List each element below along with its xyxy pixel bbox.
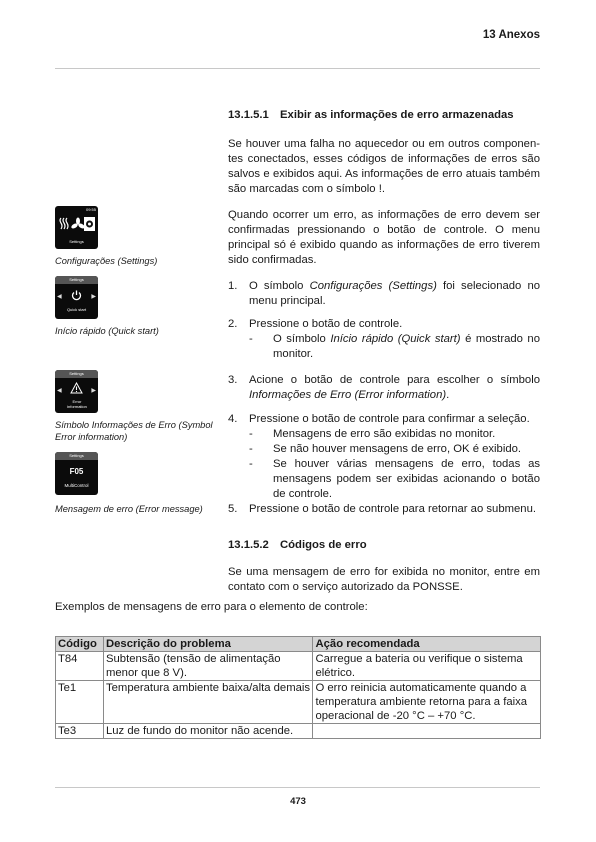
substep-text: Mensagens de erro são exibidas no monitor. [273, 428, 496, 440]
settings-screen-image [55, 206, 98, 249]
screen-header: Settings [55, 276, 98, 284]
step-text: Pressione o botão de controle. [249, 318, 403, 330]
error-message-screen-image [55, 452, 98, 495]
section-2-title: Códigos de erro [280, 539, 367, 551]
step-emphasis: Configurações (Settings) [309, 280, 437, 292]
substep-emphasis: Início rápido (Quick start) [330, 333, 461, 345]
figure-caption: Configurações (Settings) [55, 256, 158, 266]
step-item [228, 317, 540, 332]
error-code-display: F05 [69, 467, 84, 476]
substep-item: - Se não houver mensagens de erro, OK é exibido. [249, 443, 522, 455]
section-2-heading [228, 538, 540, 553]
table-row [56, 724, 541, 739]
step-number: 5. [228, 503, 238, 515]
examples-intro: Exemplos de mensagens de erro para o elemento de controle: [55, 601, 368, 613]
quick-start-screen-image [55, 276, 98, 319]
step-text: Acione o botão de controle para escolher o símbolo [249, 374, 540, 386]
header-divider [55, 68, 540, 69]
section-1-para-2: Quando ocorrer um erro, as informações de erro devem ser confirmadas pressionando o botão de controle. O menu principal só é exibido quando as informações de erro tiverem sido confirmadas. [228, 209, 540, 266]
chapter-title: 13 Anexos [482, 29, 540, 41]
substep-item: - Se houver várias mensagens de erro, todas as mensagens podem ser exibidas acionando o botão de controle. [249, 458, 540, 500]
table-cell: O erro reinicia automaticamente quando a temperatura ambiente retorna para a faixa operacional de -20 °C – +70 °C. [313, 681, 541, 724]
table-cell [313, 724, 541, 739]
section-2-para: Se uma mensagem de erro for exibida no monitor, entre em contato com o serviço autorizado da PONSSE. [228, 566, 540, 593]
table-cell: T84 [56, 652, 104, 681]
table-cell: Subtensão (tensão de alimentação menor que 8 V). [103, 652, 312, 681]
table-row [56, 681, 541, 724]
step-text: Pressione o botão de controle para confirmar a seleção. [249, 413, 530, 425]
table-cell: Temperatura ambiente baixa/alta demais [103, 681, 312, 724]
section-1-number: 13.1.5.1 [228, 109, 269, 121]
figure-caption: Símbolo Informações de Erro (Symbol Error information) [55, 420, 213, 442]
error-information-screen-image [55, 370, 98, 413]
arrow-right-icon: ▶ [91, 294, 96, 300]
table-row [56, 652, 541, 681]
step-text: foi selecionado no menu principal. [249, 280, 541, 307]
warning-icon [70, 382, 83, 394]
substep-text: Se houver várias mensagens de erro, todas as mensagens podem ser exibidas acionando o botão de controle. [273, 458, 540, 500]
table-cell: Luz de fundo do monitor não acende. [103, 724, 312, 739]
section-1-para-1: Se houver uma falha no aquecedor ou em outros componen-tes conectados, esses códigos de informações de erros são salvos e exibidos aqui. As informações de erro atuais também são marcadas com o símbolo !. [228, 138, 540, 195]
table-header-row [56, 637, 541, 652]
heater-fan-gear-icon [59, 217, 95, 231]
section-1 [228, 108, 540, 517]
substep-text: O símbolo [273, 333, 331, 345]
step-item [228, 502, 540, 517]
step-list [228, 279, 540, 517]
section-2-number: 13.1.5.2 [228, 539, 269, 551]
table-cell: Te1 [56, 681, 104, 724]
substep-text: Se não houver mensagens de erro, OK é exibido. [273, 443, 522, 455]
arrow-left-icon: ◀ [57, 388, 62, 394]
error-code-table [55, 636, 541, 739]
section-2 [228, 538, 540, 595]
arrow-left-icon: ◀ [57, 294, 62, 300]
step-number: 1. [228, 280, 238, 292]
section-1-title: Exibir as informações de erro armazenadas [280, 109, 514, 121]
step-emphasis: Informações de Erro (Error information) [249, 389, 447, 401]
screen-header: Settings [55, 370, 98, 378]
substep-item: - Mensagens de erro são exibidas no monitor. [249, 428, 496, 440]
step-item [228, 412, 540, 427]
screen-label: MultiControl [64, 483, 89, 488]
step-text: Pressione o botão de controle para retornar ao submenu. [249, 503, 536, 515]
step-number: 2. [228, 318, 238, 330]
column-header: Descrição do problema [103, 637, 312, 652]
step-text: . [446, 389, 450, 401]
column-header: Ação recomendada [313, 637, 541, 652]
screen-time: 09:55 [85, 207, 96, 212]
section-1-heading [228, 108, 540, 123]
screen-label: Error information [67, 399, 87, 409]
column-header: Código [56, 637, 104, 652]
screen-label: Settings [69, 239, 84, 244]
screen-label: Quick start [66, 307, 87, 312]
step-number: 3. [228, 374, 238, 386]
table-cell: Te3 [56, 724, 104, 739]
page-number: 473 [290, 796, 306, 807]
arrow-right-icon: ▶ [91, 388, 96, 394]
step-item [228, 373, 540, 403]
figure-caption: Mensagem de erro (Error message) [55, 504, 203, 514]
table-cell: Carregue a bateria ou verifique o sistema elétrico. [313, 652, 541, 681]
substep-item: - O símbolo Início rápido (Quick start) é mostrado no monitor. [249, 333, 540, 360]
power-icon [71, 290, 82, 301]
figure-caption: Início rápido (Quick start) [55, 326, 159, 336]
step-number: 4. [228, 413, 238, 425]
step-item [228, 279, 540, 309]
screen-header: Settings [55, 452, 98, 460]
footer-divider [55, 787, 540, 788]
substep-text: é mostrado no monitor. [273, 333, 540, 360]
step-text: O símbolo [249, 280, 310, 292]
